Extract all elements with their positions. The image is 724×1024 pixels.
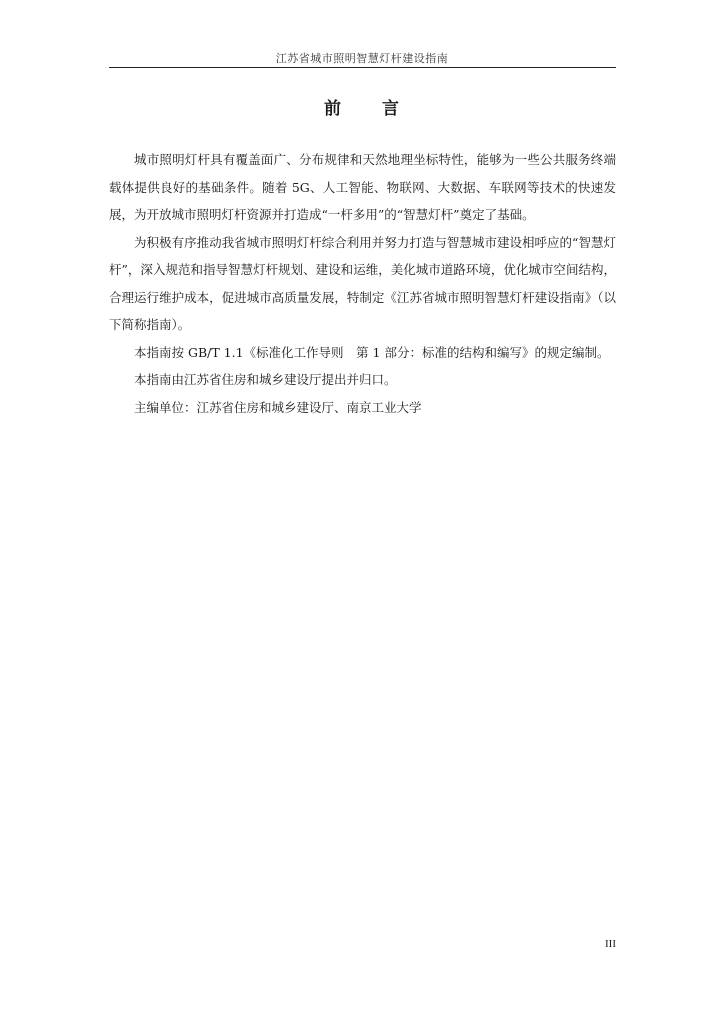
page-title-part-1: 前 <box>324 99 342 119</box>
page-title-part-2: 言 <box>382 99 400 119</box>
page-number: III <box>605 938 616 950</box>
page-title <box>0 94 724 119</box>
paragraph-editors: 主编单位：江苏省住房和城乡建设厅、南京工业大学 <box>134 399 422 415</box>
running-header: 江苏省城市照明智慧灯杆建设指南 <box>275 52 449 65</box>
paragraph-background: 城市照明灯杆具有覆盖面广、分布规律和天然地理坐标特性，能够为一些公共服务终端载体提供良好的基础条件。随着 5G、人工智能、物联网、大数据、车联网等技术的快速发展，为开放城市照明灯杆资源并打造成“一杆多用”的“智慧灯杆”奠定了基础。 <box>109 152 616 222</box>
foreword-body <box>109 146 616 421</box>
paragraph-standard: 本指南按 GB/T 1.1《标准化工作导则 第 1 部分：标准的结构和编写》的规定编制。 <box>134 344 610 360</box>
paragraph-authority: 本指南由江苏省住房和城乡建设厅提出并归口。 <box>134 372 397 387</box>
paragraph-purpose: 为积极有序推动我省城市照明灯杆综合利用并努力打造与智慧城市建设相呼应的“智慧灯杆”，深入规范和指导智慧灯杆规划、建设和运维，美化城市道路环境，优化城市空间结构，合理运行维护成本，促进城市高质量发展，特制定《江苏省城市照明智慧灯杆建设指南》（以下简称指南）。 <box>109 234 616 332</box>
header-divider <box>109 67 616 68</box>
